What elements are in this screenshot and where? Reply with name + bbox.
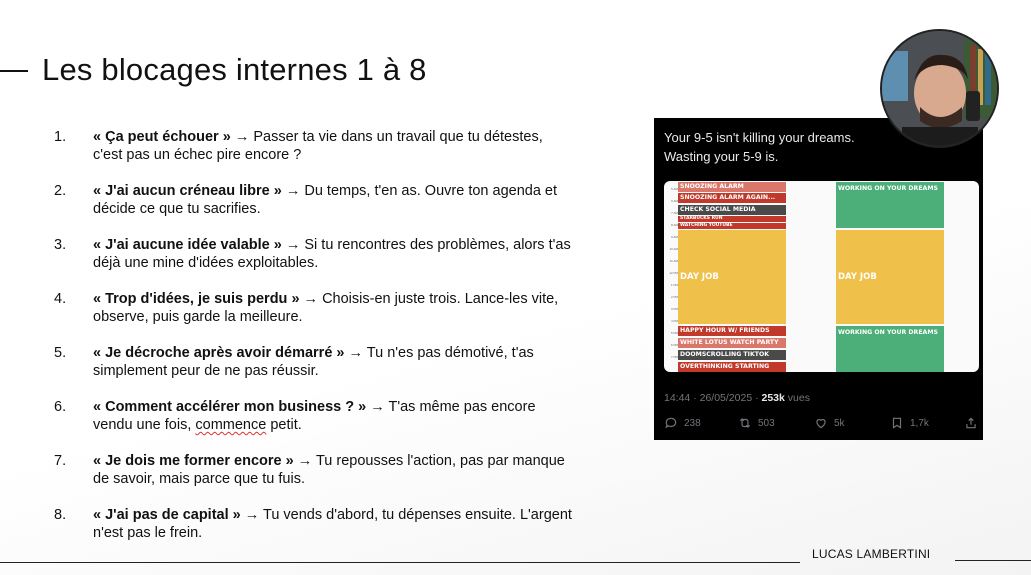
hour-label: 5 AM xyxy=(671,187,678,191)
hour-label: 10 AM xyxy=(669,247,678,251)
calendar-event: DOOMSCROLLING TIKTOK xyxy=(678,350,786,360)
item-quote: « J'ai aucun créneau libre » xyxy=(93,183,282,199)
item-number: 6. xyxy=(54,399,67,415)
item-answer: → T'as même pas encore vendu une fois, xyxy=(93,399,536,433)
tweet-line-2: Wasting your 5-9 is. xyxy=(664,149,779,164)
hour-label: 4 PM xyxy=(670,319,678,323)
item-number: 2. xyxy=(54,183,67,199)
spellcheck-word[interactable]: commence xyxy=(195,417,267,433)
item-answer: → Du temps, t'en as. Ouvre ton agenda et décide ce que tu sacrifies. xyxy=(93,183,558,217)
item-number: 4. xyxy=(54,291,67,307)
item-quote: « Ça peut échouer » xyxy=(93,129,231,145)
hour-label: 3 PM xyxy=(670,307,678,311)
calendar-event-dreams: WORKING ON YOUR DREAMS xyxy=(836,326,944,372)
tweet-views-label: vues xyxy=(784,392,810,404)
tweet-line-1: Your 9-5 isn't killing your dreams. xyxy=(664,130,855,145)
calendar-event: CHECK SOCIAL MEDIA xyxy=(678,205,786,215)
calendar-event: WATCHING YOUTUBE xyxy=(678,223,786,229)
calendar-event-day-job: DAY JOB xyxy=(836,230,944,324)
item-text xyxy=(93,182,573,218)
item-number: 5. xyxy=(54,345,67,361)
calendar-event: SNOOZING ALARM AGAIN... xyxy=(678,193,786,203)
calendar-event-dreams: WORKING ON YOUR DREAMS xyxy=(836,182,944,228)
item-answer: → Tu repousses l'action, pas par manque de savoir, mais parce que tu fuis. xyxy=(93,453,565,487)
item-number: 3. xyxy=(54,237,67,253)
item-answer: → Tu n'es pas démotivé, t'as simplement peur de ne pas réussir. xyxy=(93,345,534,379)
retweet-button[interactable] xyxy=(738,416,775,430)
title-dash xyxy=(0,70,28,72)
calendar-event: WHITE LOTUS WATCH PARTY xyxy=(678,338,786,348)
reply-icon xyxy=(664,416,678,430)
bookmark-icon xyxy=(890,416,904,430)
share-icon xyxy=(964,416,978,430)
hour-label: 5 PM xyxy=(670,331,678,335)
hour-label: 7 PM xyxy=(670,355,678,359)
footer-author: LUCAS LAMBERTINI xyxy=(812,547,931,561)
item-text xyxy=(93,344,573,380)
item-number: 7. xyxy=(54,453,67,469)
tweet-views-count: 253k xyxy=(761,392,785,404)
bookmark-count: 1,7k xyxy=(910,417,929,429)
footer-rule-left xyxy=(0,562,800,563)
reply-count: 238 xyxy=(684,417,701,429)
item-text xyxy=(93,128,573,164)
calendar-column-right xyxy=(822,181,972,372)
hour-label: 12 PM xyxy=(669,271,678,275)
retweet-count: 503 xyxy=(758,417,775,429)
item-answer: → Tu vends d'abord, tu dépenses ensuite. L'argent n'est pas le frein. xyxy=(93,507,572,541)
calendar-event-day-job: DAY JOB xyxy=(678,230,786,324)
calendar-column-left xyxy=(664,181,814,372)
item-quote: « Je décroche après avoir démarré » xyxy=(93,345,345,361)
hour-label: 9 AM xyxy=(671,235,678,239)
item-number: 1. xyxy=(54,129,67,145)
item-quote: « Je dois me former encore » xyxy=(93,453,294,469)
calendar-image xyxy=(664,181,979,372)
like-count: 5k xyxy=(834,417,845,429)
item-answer: → Choisis-en juste trois. Lance-les vite, observe, puis garde la meilleure. xyxy=(93,291,559,325)
heart-icon xyxy=(814,416,828,430)
webcam-overlay xyxy=(880,29,999,148)
item-answer-end: petit. xyxy=(266,417,302,433)
footer-rule-right xyxy=(955,560,1031,561)
hour-label: 11 AM xyxy=(669,259,678,263)
item-quote: « J'ai aucune idée valable » xyxy=(93,237,282,253)
item-quote: « J'ai pas de capital » xyxy=(93,507,241,523)
time-axis xyxy=(664,181,678,372)
reply-button[interactable] xyxy=(664,416,701,430)
item-text xyxy=(93,236,573,272)
calendar-event: OVERTHINKING STARTING xyxy=(678,362,786,372)
item-text xyxy=(93,506,573,542)
item-number: 8. xyxy=(54,507,67,523)
tweet-actions xyxy=(664,416,979,434)
item-text xyxy=(93,398,573,434)
item-answer: → Passer ta vie dans un travail que tu détestes, c'est pas un échec pire encore ? xyxy=(93,129,543,163)
presenter-video xyxy=(882,31,999,148)
tweet-meta xyxy=(664,392,810,404)
calendar-event: HAPPY HOUR W/ FRIENDS xyxy=(678,326,786,336)
item-text xyxy=(93,290,573,326)
like-button[interactable] xyxy=(814,416,845,430)
share-button[interactable] xyxy=(964,416,978,430)
item-answer: → Si tu rencontres des problèmes, alors t'as déjà une mine d'idées exploitables. xyxy=(93,237,571,271)
item-text xyxy=(93,452,573,488)
hour-label: 1 PM xyxy=(670,283,678,287)
hour-label: 7 AM xyxy=(671,211,678,215)
hour-label: 6 PM xyxy=(670,343,678,347)
hour-label: 8 AM xyxy=(671,223,678,227)
hour-label: 6 AM xyxy=(671,199,678,203)
slide-title: Les blocages internes 1 à 8 xyxy=(42,52,427,87)
tweet-timestamp: 14:44 · 26/05/2025 · xyxy=(664,392,762,404)
tweet-card xyxy=(654,118,983,440)
item-quote: « Comment accélérer mon business ? » xyxy=(93,399,367,415)
calendar-event: SNOOZING ALARM xyxy=(678,182,786,192)
calendar-event: STARBUCKS RUN xyxy=(678,216,786,222)
item-quote: « Trop d'idées, je suis perdu » xyxy=(93,291,300,307)
bookmark-button[interactable] xyxy=(890,416,929,430)
retweet-icon xyxy=(738,416,752,430)
hour-label: 2 PM xyxy=(670,295,678,299)
